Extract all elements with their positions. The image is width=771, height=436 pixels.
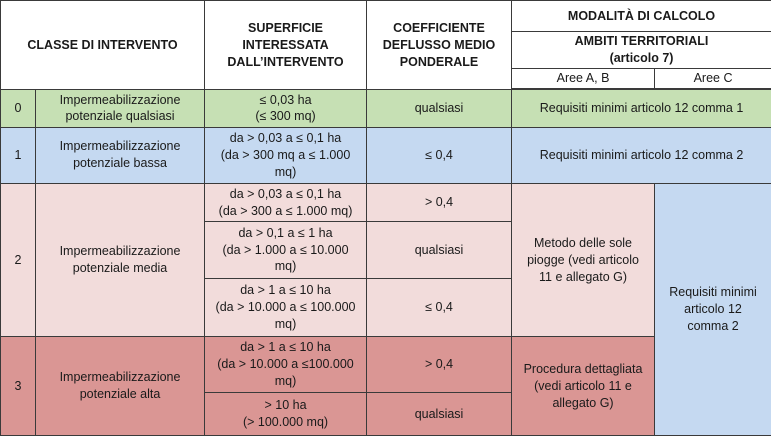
header-coefficiente: COEFFICIENTE DEFLUSSO MEDIO PONDERALE (367, 1, 512, 90)
class-0-surface: ≤ 0,03 ha (≤ 300 mq) (205, 90, 367, 127)
header-classe: CLASSE DI INTERVENTO (1, 1, 205, 90)
header-aree-ab: Aree A, B (512, 69, 655, 89)
aree-c-calc: Requisiti minimi articolo 12 comma 2 (655, 183, 771, 435)
class-1-row (1, 127, 771, 183)
class-1-surface: da > 0,03 a ≤ 0,1 ha (da > 300 mq a ≤ 1.000 mq) (205, 127, 367, 183)
class-2-name: Impermeabilizzazione potenziale media (36, 183, 205, 336)
header-ambiti: AMBITI TERRITORIALI (articolo 7) (512, 32, 771, 69)
class-3-number: 3 (1, 337, 36, 436)
class-3-name: Impermeabilizzazione potenziale alta (36, 337, 205, 436)
class-3-surface-b: > 10 ha (> 100.000 mq) (205, 392, 367, 435)
class-2-surface-c: da > 1 a ≤ 10 ha (da > 10.000 a ≤ 100.000 mq) (205, 278, 367, 336)
class-3-surface-a: da > 1 a ≤ 10 ha (da > 10.000 a ≤100.000 mq) (205, 337, 367, 392)
header-modalita: MODALITÀ DI CALCOLO (512, 1, 771, 32)
class-1-calc: Requisiti minimi articolo 12 comma 2 (512, 127, 771, 183)
header-superficie: SUPERFICIE INTERESSATA DALL’INTERVENTO (205, 1, 367, 90)
class-0-calc: Requisiti minimi articolo 12 comma 1 (512, 90, 771, 127)
class-3-coefficient-a: > 0,4 (367, 337, 512, 392)
class-0-number: 0 (1, 90, 36, 127)
class-0-name: Impermeabilizzazione potenziale qualsiasi (36, 90, 205, 127)
class-2-coefficient-a: > 0,4 (367, 183, 512, 221)
class-2-row-a (1, 183, 771, 221)
class-2-surface-a: da > 0,03 a ≤ 0,1 ha (da > 300 a ≤ 1.000 mq) (205, 183, 367, 221)
class-2-number: 2 (1, 183, 36, 336)
class-0-coefficient: qualsiasi (367, 90, 512, 127)
class-2-coefficient-b: qualsiasi (367, 222, 512, 278)
class-2-surface-b: da > 0,1 a ≤ 1 ha (da > 1.000 a ≤ 10.000 mq) (205, 222, 367, 278)
class-1-number: 1 (1, 127, 36, 183)
class-2-coefficient-c: ≤ 0,4 (367, 278, 512, 336)
class-3-calc-ab: Procedura dettagliata (vedi articolo 11 e allegato G) (512, 337, 655, 436)
header-aree-c: Aree C (655, 69, 771, 89)
class-2-calc-ab: Metodo delle sole piogge (vedi articolo 11 e allegato G) (512, 183, 655, 336)
class-0-row (1, 90, 771, 127)
class-3-coefficient-b: qualsiasi (367, 392, 512, 435)
header-row-1 (1, 1, 771, 32)
class-1-name: Impermeabilizzazione potenziale bassa (36, 127, 205, 183)
class-1-coefficient: ≤ 0,4 (367, 127, 512, 183)
